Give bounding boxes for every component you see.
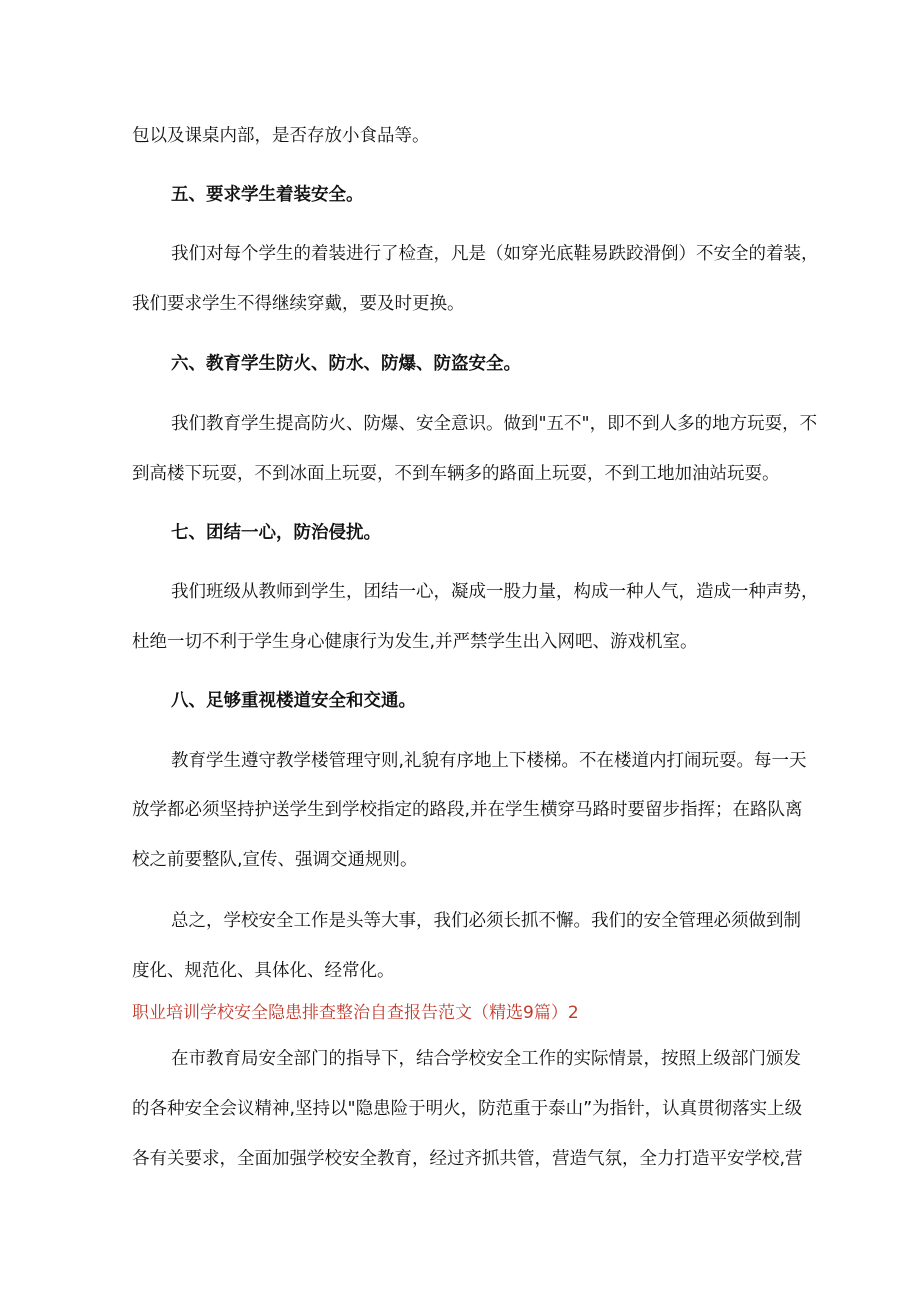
body-text-line: 包以及课桌内部，是否存放小食品等。 [132, 126, 430, 146]
body-text-line: 杜绝一切不利于学生身心健康行为发生,并严禁学生出入网吧、游戏机室。 [132, 632, 698, 652]
body-text-line: 各有关要求，全面加强学校安全教育，经过齐抓共管，营造气氛，全力打造平安学校,营 [132, 1149, 803, 1169]
body-text-line: 我们对每个学生的着装进行了检查，凡是（如穿光底鞋易跌跤滑倒）不安全的着装， [171, 244, 819, 264]
section-heading-5: 五、要求学生着装安全。 [171, 185, 364, 205]
body-text-line: 我们教育学生提高防火、防爆、安全意识。做到"五不"，即不到人多的地方玩耍，不 [171, 414, 818, 434]
body-text-line: 教育学生遵守教学楼管理守则,礼貌有序地上下楼梯。不在楼道内打闹玩耍。每一天 [171, 751, 807, 771]
article-title-link[interactable]: 职业培训学校安全隐患排查整治自查报告范文（精选9篇）2 [132, 1003, 579, 1023]
body-text-line: 度化、规范化、具体化、经常化。 [132, 961, 395, 981]
body-text-line: 在市教育局安全部门的指导下，结合学校安全工作的实际情景，按照上级部门颁发 [171, 1049, 801, 1069]
body-text-line: 到高楼下玩耍，不到冰面上玩耍，不到车辆多的路面上玩耍，不到工地加油站玩耍。 [132, 464, 780, 484]
section-heading-6: 六、教育学生防火、防水、防爆、防盗安全。 [171, 354, 521, 374]
body-text-line: 校之前要整队,宣传、强调交通规则。 [132, 850, 418, 870]
section-heading-7: 七、团结一心，防治侵扰。 [171, 523, 381, 543]
body-text-line: 放学都必须坚持护送学生到学校指定的路段,并在学生横穿马路时要留步指挥；在路队离 [132, 800, 803, 820]
section-heading-8: 八、足够重视楼道安全和交通。 [171, 691, 416, 711]
body-text-line: 我们班级从教师到学生，团结一心，凝成一股力量，构成一种人气，造成一种声势， [171, 582, 819, 602]
body-text-line: 的各种安全会议精神,坚持以"隐患险于明火，防范重于泰山”为指针，认真贯彻落实上级 [132, 1099, 803, 1119]
body-text-line: 总之，学校安全工作是头等大事，我们必须长抓不懈。我们的安全管理必须做到制 [171, 911, 801, 931]
body-text-line: 我们要求学生不得继续穿戴，要及时更换。 [132, 294, 465, 314]
